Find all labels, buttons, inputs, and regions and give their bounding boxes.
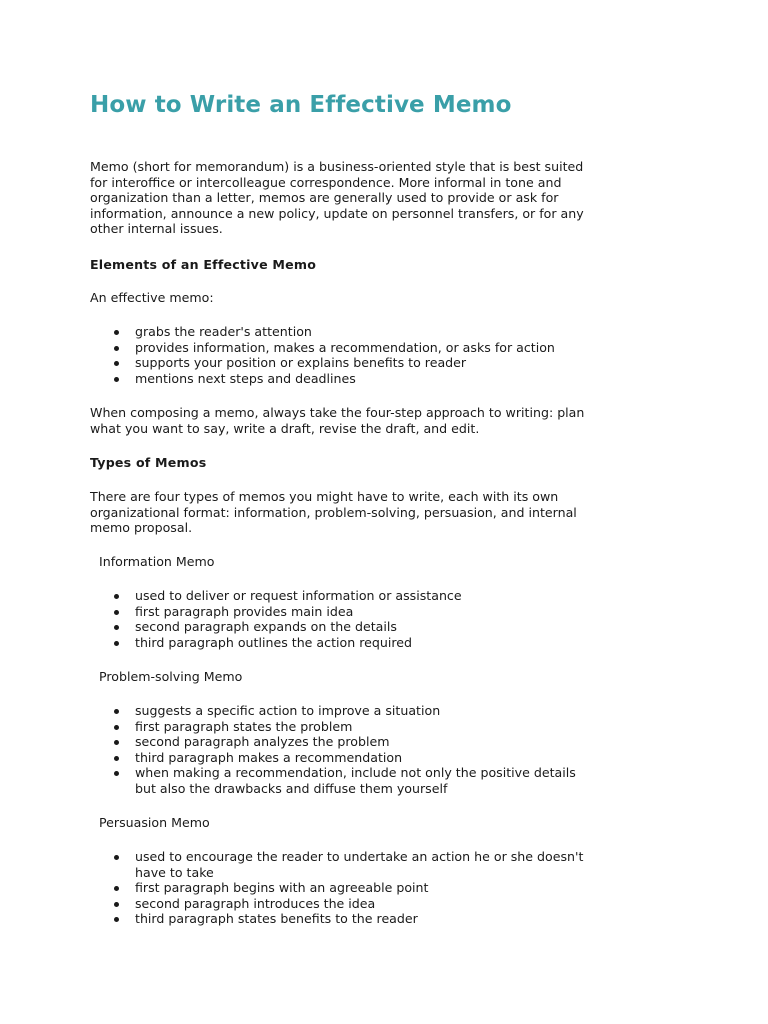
information-memo-list-block	[90, 588, 600, 650]
elements-list	[90, 324, 600, 386]
bullet-icon	[114, 361, 119, 366]
list-item: third paragraph states benefits to the reader	[90, 911, 600, 927]
list-item: first paragraph provides main idea	[90, 604, 600, 620]
bullet-icon	[114, 346, 119, 351]
persuasion-memo-list-block	[90, 849, 600, 927]
list-item: provides information, makes a recommendation, or asks for action	[90, 340, 600, 356]
list-item: first paragraph begins with an agreeable point	[90, 880, 600, 896]
elements-closing: When composing a memo, always take the four-step approach to writing: plan what you want to say, write a draft, revise the draft, and edit.	[90, 405, 585, 436]
intro-paragraph: Memo (short for memorandum) is a business-oriented style that is best suited for interoffice or intercolleague correspondence. More informal in tone and organization than a letter, memos are generally used to provide or ask for information, announce a new policy, update on personnel transfers, or for any other internal issues.	[90, 159, 584, 237]
problem-solving-memo-label: Problem-solving Memo	[99, 669, 243, 684]
list-item: suggests a specific action to improve a situation	[90, 703, 600, 719]
elements-closing-block	[90, 405, 600, 436]
list-item: second paragraph analyzes the problem	[90, 734, 600, 750]
bullet-icon	[114, 740, 119, 745]
bullet-icon	[114, 610, 119, 615]
persuasion-memo-label-block	[90, 815, 600, 831]
information-memo-label: Information Memo	[99, 554, 215, 569]
bullet-icon	[114, 855, 119, 860]
list-item: used to encourage the reader to undertake an action he or she doesn't have to take	[90, 849, 600, 880]
page-title: How to Write an Effective Memo	[90, 92, 512, 118]
list-item: supports your position or explains benefits to reader	[90, 355, 600, 371]
bullet-icon	[114, 377, 119, 382]
bullet-icon	[114, 625, 119, 630]
list-item: grabs the reader's attention	[90, 324, 600, 340]
list-item: mentions next steps and deadlines	[90, 371, 600, 387]
bullet-icon	[114, 756, 119, 761]
types-heading: Types of Memos	[90, 455, 207, 470]
elements-heading-block	[90, 257, 600, 273]
list-item: third paragraph makes a recommendation	[90, 750, 600, 766]
list-item: second paragraph expands on the details	[90, 619, 600, 635]
elements-heading: Elements of an Effective Memo	[90, 257, 317, 272]
list-item: third paragraph outlines the action required	[90, 635, 600, 651]
persuasion-memo-label: Persuasion Memo	[99, 815, 210, 830]
list-item: used to deliver or request information or assistance	[90, 588, 600, 604]
list-item: first paragraph states the problem	[90, 719, 600, 735]
information-memo-list	[90, 588, 600, 650]
elements-lead: An effective memo:	[90, 290, 214, 305]
bullet-icon	[114, 886, 119, 891]
problem-solving-memo-label-block	[90, 669, 600, 685]
intro-paragraph-block	[90, 159, 600, 237]
problem-solving-memo-list	[90, 703, 600, 797]
elements-lead-block	[90, 290, 600, 306]
types-lead: There are four types of memos you might have to write, each with its own organizational format: information, problem-solving, persuasion, and internal memo proposal.	[90, 489, 577, 536]
bullet-icon	[114, 709, 119, 714]
bullet-icon	[114, 641, 119, 646]
bullet-icon	[114, 771, 119, 776]
list-item: second paragraph introduces the idea	[90, 896, 600, 912]
list-item: when making a recommendation, include not only the positive details but also the drawbacks and diffuse them yourself	[90, 765, 600, 796]
bullet-icon	[114, 330, 119, 335]
bullet-icon	[114, 594, 119, 599]
types-lead-block	[90, 489, 600, 536]
bullet-icon	[114, 902, 119, 907]
information-memo-label-block	[90, 554, 600, 570]
bullet-icon	[114, 917, 119, 922]
problem-solving-memo-list-block	[90, 703, 600, 797]
elements-list-block	[90, 324, 600, 386]
bullet-icon	[114, 725, 119, 730]
types-heading-block	[90, 455, 600, 471]
persuasion-memo-list	[90, 849, 600, 927]
